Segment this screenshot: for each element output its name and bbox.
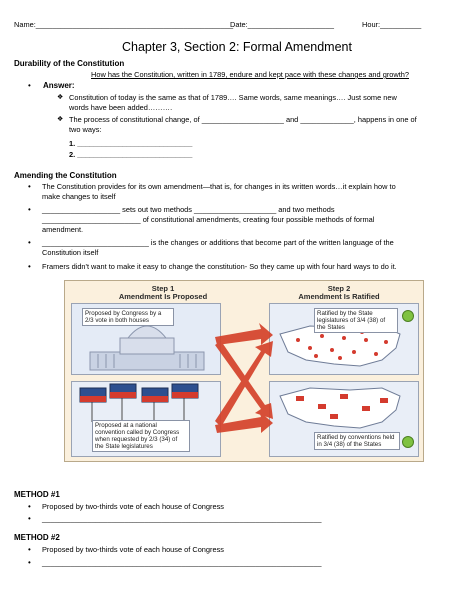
method-1-blank[interactable]: ____________________________________________________________________ xyxy=(42,514,322,523)
amending-heading: Amending the Constitution xyxy=(14,171,117,180)
bullet-icon: • xyxy=(28,182,31,191)
method-2-blank[interactable]: ____________________________________________________________________ xyxy=(42,558,322,567)
diamond-bullet-icon: ❖ xyxy=(57,116,64,123)
method-2-line-1: Proposed by two-thirds vote of each house of Congress xyxy=(42,545,224,554)
answer-point-2: The process of constitutional change, of ____________________ and _____________, happens in one of two ways: xyxy=(69,115,417,134)
badge-icon xyxy=(402,310,414,322)
bullet-icon: • xyxy=(28,545,31,554)
bullet-icon: • xyxy=(28,205,31,214)
step2-heading: Step 2 Amendment Is Ratified xyxy=(298,284,380,301)
badge-icon xyxy=(402,436,414,448)
ratify-conventions-label: Ratified by conventions held in 3/4 (38) of the States xyxy=(314,432,400,450)
arrow-icon xyxy=(215,341,273,419)
proposal-convention-label: Proposed at a national convention called by Congress when requested by 2/3 (34) of the State legislatures xyxy=(92,420,190,452)
bullet-icon: • xyxy=(28,558,31,567)
arrow-icon xyxy=(215,341,273,427)
amending-bullet-4: Framers didn't want to make it easy to change the constitution- So they came up with four hard ways to do it. xyxy=(42,262,397,271)
proposal-convention-panel xyxy=(71,381,221,457)
bullet-icon: • xyxy=(28,81,31,90)
method-1-line-1: Proposed by two-thirds vote of each house of Congress xyxy=(42,502,224,511)
amending-bullet-1: The Constitution provides for its own amendment—that is, for changes in its written words…it explain how to make changes to itself xyxy=(42,182,396,201)
answer-label: Answer: xyxy=(43,81,75,90)
bullet-icon: • xyxy=(28,238,31,247)
name-field[interactable]: Name:________________________________________________ xyxy=(14,20,234,29)
amendment-process-figure xyxy=(64,280,424,462)
amending-bullet-3: __________________________ is the changes or additions that become part of the written language of the Constitution itself xyxy=(42,238,394,257)
hour-field[interactable]: Hour:__________ xyxy=(362,20,422,29)
arrow-icon xyxy=(215,323,273,345)
bullet-icon: • xyxy=(28,514,31,523)
bullet-icon: • xyxy=(28,262,31,271)
bullet-icon: • xyxy=(28,502,31,511)
answer-point-1: Constitution of today is the same as that of 1789…. Same words, same meanings…. Just some new words have been added………. xyxy=(69,93,397,112)
proposal-congress-panel xyxy=(71,303,221,375)
durability-heading: Durability of the Constitution xyxy=(14,59,125,68)
step1-heading: Step 1 Amendment Is Proposed xyxy=(118,284,208,301)
blank-line-1[interactable]: 1. ____________________________ xyxy=(69,139,193,148)
method-1-heading: METHOD #1 xyxy=(14,490,60,499)
blank-line-2[interactable]: 2. ____________________________ xyxy=(69,150,193,159)
ratify-legislatures-label: Ratified by the State legislatures of 3/4 (38) of the States xyxy=(314,308,398,333)
proposal-congress-label: Proposed by Congress by a 2/3 vote in both houses xyxy=(82,308,174,326)
method-2-heading: METHOD #2 xyxy=(14,533,60,542)
date-field[interactable]: Date:_____________________ xyxy=(230,20,334,29)
ratify-conventions-panel xyxy=(269,381,419,457)
durability-question: How has the Constitution, written in 1789, endure and kept pace with these changes and growth? xyxy=(91,70,409,79)
amending-bullet-2: ___________________ sets out two methods ____________________ and two methods ________________________ of constitutional amendments, creating four possible methods of formal amendment. xyxy=(42,205,375,234)
arrow-icon xyxy=(215,411,273,433)
ratify-legislatures-panel xyxy=(269,303,419,375)
page-title: Chapter 3, Section 2: Formal Amendment xyxy=(122,40,352,54)
diamond-bullet-icon: ❖ xyxy=(57,94,64,101)
